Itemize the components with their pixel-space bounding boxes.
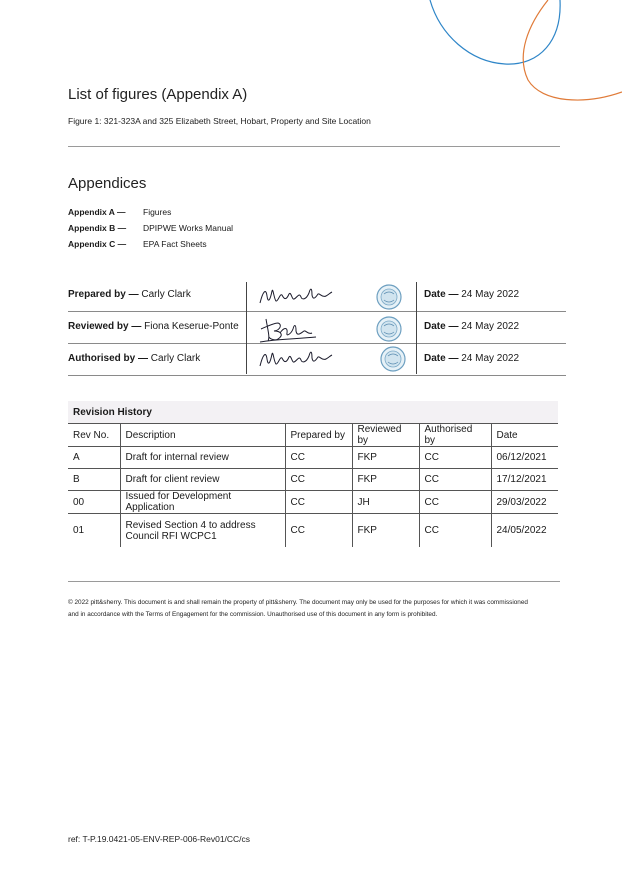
appendix-value: DPIPWE Works Manual [143,223,234,233]
table-cell: FKP [352,469,419,491]
revision-history-table [68,401,558,547]
signature-cc-2 [256,346,336,372]
table-title: Revision History [68,401,558,424]
appendix-row [68,223,233,233]
signature-column-divider [246,282,247,374]
table-cell: CC [419,514,491,548]
table-cell: 24/05/2022 [491,514,558,548]
table-cell: FKP [352,514,419,548]
table-cell: FKP [352,447,419,469]
table-cell: 17/12/2021 [491,469,558,491]
appendix-row [68,207,171,217]
appendix-key: Appendix C — [68,239,127,249]
date-value: 24 May 2022 [461,289,520,300]
signoff-label [68,321,239,332]
table-cell: 01 [68,514,120,548]
divider [68,146,560,147]
table-cell: A [68,447,120,469]
signoff-date [424,353,519,364]
table-cell: 06/12/2021 [491,447,558,469]
date-column-divider [416,282,417,374]
signoff-date [424,289,519,300]
table-cell: CC [419,447,491,469]
date-value: 24 May 2022 [461,321,520,332]
signature-fkp [256,315,326,345]
appendix-row [68,239,207,249]
appendix-value: EPA Fact Sheets [143,239,207,249]
signoff-name: Fiona Keserue-Ponte [144,321,239,332]
signoff-name: Carly Clark [141,289,191,300]
column-header: Description [120,424,285,447]
signoff-role: Prepared by — [68,289,139,300]
column-header: Date [491,424,558,447]
table-header-row [68,424,558,447]
date-label: Date — [424,321,459,332]
date-label: Date — [424,353,459,364]
column-header: Authorised by [419,424,491,447]
table-row [68,447,558,469]
table-row [68,491,558,514]
table-cell: 29/03/2022 [491,491,558,514]
table-cell: JH [352,491,419,514]
company-seal-icon [376,316,402,342]
signoff-label [68,289,191,300]
signoff-block [68,280,566,376]
appendix-value: Figures [143,207,172,217]
signoff-date [424,321,519,332]
table-cell: Issued for Development Application [120,491,285,514]
signoff-role: Reviewed by — [68,321,142,332]
orange-arc [523,0,622,100]
column-header: Reviewed by [352,424,419,447]
figure-1-entry: Figure 1: 321-323A and 325 Elizabeth Street, Hobart, Property and Site Location [68,116,371,126]
appendix-key: Appendix A — [68,207,126,217]
copyright-notice: © 2022 pitt&sherry. This document is and shall remain the property of pitt&sherry. The document may only be used for the purposes for which it was commissioned and in accordance with the Terms of Engagement for the commission. Unauthorised use of this document in any form is prohibited. [68,599,528,618]
date-label: Date — [424,289,459,300]
table-row [68,469,558,491]
column-header: Prepared by [285,424,352,447]
table-cell: Revised Section 4 to address Council RFI WCPC1 [120,514,285,548]
signoff-role: Authorised by — [68,353,149,364]
signature-cc-1 [256,283,336,309]
company-seal-icon [380,346,406,372]
appendix-key: Appendix B — [68,223,127,233]
signoff-label [68,353,200,364]
table-row [68,514,558,548]
date-value: 24 May 2022 [461,353,520,364]
signoff-name: Carly Clark [150,353,201,364]
company-seal-icon [376,284,402,310]
divider [68,581,560,582]
table-cell: B [68,469,120,491]
table-cell: Draft for internal review [120,447,285,469]
figures-heading: List of figures (Appendix A) [68,86,248,103]
table-cell: CC [419,469,491,491]
document-reference: ref: T-P.19.0421-05-ENV-REP-006-Rev01/CC/cs [68,834,251,844]
table-cell: Draft for client review [120,469,285,491]
table-cell: CC [285,491,352,514]
column-header: Rev No. [68,424,120,447]
table-cell: CC [285,447,352,469]
appendices-heading: Appendices [68,175,147,192]
table-cell: CC [285,469,352,491]
table-cell: CC [285,514,352,548]
table-cell: 00 [68,491,120,514]
table-cell: CC [419,491,491,514]
